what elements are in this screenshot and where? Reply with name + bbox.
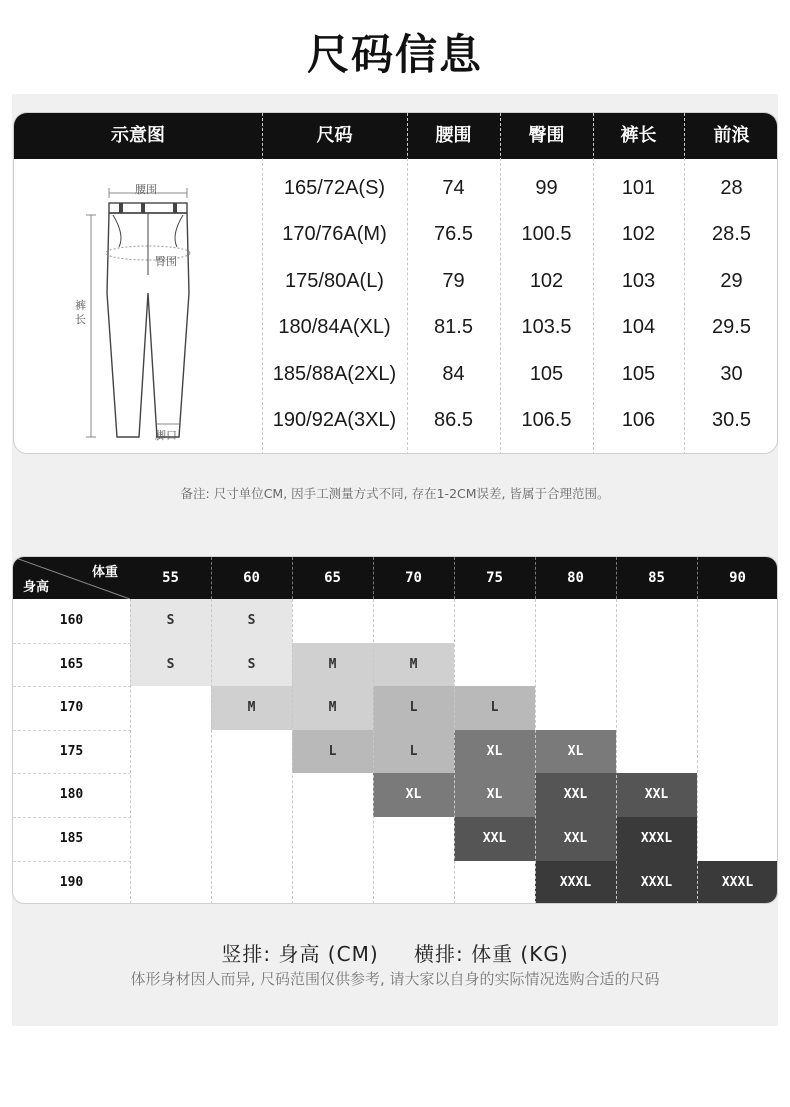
height-label: 190 bbox=[59, 874, 84, 890]
length-value: 103 bbox=[621, 269, 656, 292]
rise-value: 28 bbox=[720, 177, 743, 199]
size-value: 180/84A(XL) bbox=[278, 316, 391, 339]
weight-header-cell: 85 bbox=[648, 570, 665, 586]
grid-corner bbox=[13, 557, 130, 599]
page-title: 尺码信息 bbox=[306, 30, 483, 79]
pants-outline-icon bbox=[69, 175, 219, 445]
size-cell: XL bbox=[535, 730, 616, 774]
waist-label: 腰围 bbox=[135, 183, 157, 196]
size-cell: S bbox=[211, 599, 292, 643]
size-cell: XXL bbox=[454, 817, 535, 861]
empty-cell bbox=[454, 861, 535, 904]
empty-cell bbox=[454, 599, 535, 643]
header-divider bbox=[697, 557, 698, 599]
rise-value: 29 bbox=[720, 269, 743, 292]
size-table bbox=[13, 112, 778, 454]
hip-value: 106.5 bbox=[521, 409, 572, 431]
empty-cell bbox=[130, 730, 211, 774]
size-cell: XL bbox=[454, 773, 535, 817]
grid-header bbox=[13, 557, 777, 599]
empty-cell bbox=[211, 773, 292, 817]
size-cell: L bbox=[373, 730, 454, 774]
weight-header-cell: 60 bbox=[243, 570, 260, 586]
empty-cell bbox=[535, 686, 616, 730]
height-label: 160 bbox=[59, 613, 84, 628]
empty-cell bbox=[292, 861, 373, 904]
height-label: 165 bbox=[59, 656, 84, 672]
header-hip: 臀围 bbox=[528, 125, 565, 146]
waist-value: 74 bbox=[442, 177, 465, 199]
header-divider bbox=[211, 557, 212, 599]
rise-value: 28.5 bbox=[712, 223, 751, 246]
size-cell: S bbox=[211, 643, 292, 687]
hip-value: 100.5 bbox=[521, 223, 572, 246]
empty-cell bbox=[373, 817, 454, 861]
size-cell: M bbox=[211, 686, 292, 730]
length-value: 102 bbox=[621, 223, 656, 246]
size-cell: XXXL bbox=[697, 861, 778, 904]
column-divider bbox=[616, 599, 617, 904]
size-value: 190/92A(3XL) bbox=[272, 409, 397, 431]
empty-cell bbox=[211, 730, 292, 774]
length-label: 裤长 bbox=[75, 299, 86, 326]
rise-value: 29.5 bbox=[712, 316, 751, 339]
size-cell: XXXL bbox=[616, 861, 697, 904]
size-cell: L bbox=[373, 686, 454, 730]
empty-cell bbox=[130, 773, 211, 817]
empty-cell bbox=[373, 861, 454, 904]
empty-cell bbox=[292, 773, 373, 817]
column-divider bbox=[454, 599, 455, 904]
size-cell: L bbox=[454, 686, 535, 730]
size-value: 170/76A(M) bbox=[282, 223, 387, 246]
size-cell: XXL bbox=[616, 773, 697, 817]
size-cell: XL bbox=[454, 730, 535, 774]
measurement-note: 备注: 尺寸单位CM, 因手工测量方式不同, 存在1-2CM误差, 皆属于合理范围。 bbox=[180, 486, 610, 501]
size-cell: XXL bbox=[535, 773, 616, 817]
waist-value: 81.5 bbox=[434, 316, 473, 339]
height-label: 180 bbox=[59, 787, 84, 803]
header-size: 尺码 bbox=[316, 125, 353, 146]
length-value: 101 bbox=[621, 177, 656, 199]
size-cell: XXL bbox=[535, 817, 616, 861]
weight-header-cell: 80 bbox=[567, 570, 584, 586]
size-cell: S bbox=[130, 643, 211, 687]
legend-horizontal: 横排: 体重 (KG) bbox=[413, 942, 569, 966]
empty-cell bbox=[130, 686, 211, 730]
header-length: 裤长 bbox=[620, 125, 657, 146]
column-divider bbox=[130, 599, 131, 904]
size-value: 165/72A(S) bbox=[283, 177, 386, 199]
empty-cell bbox=[697, 817, 778, 861]
column-divider bbox=[373, 599, 374, 904]
length-value: 106 bbox=[621, 409, 656, 431]
weight-header-cell: 55 bbox=[162, 570, 179, 586]
empty-cell bbox=[292, 817, 373, 861]
hip-value: 102 bbox=[529, 269, 564, 292]
height-label: 185 bbox=[59, 831, 84, 846]
waist-value: 86.5 bbox=[434, 409, 473, 431]
size-cell: L bbox=[292, 730, 373, 774]
size-cell: M bbox=[292, 643, 373, 687]
header-divider bbox=[616, 557, 617, 599]
hip-value: 99 bbox=[535, 177, 558, 199]
height-label: 175 bbox=[59, 743, 84, 759]
size-cell: XXXL bbox=[535, 861, 616, 904]
empty-cell bbox=[292, 599, 373, 643]
empty-cell bbox=[211, 817, 292, 861]
legend-vertical: 竖排: 身高 (CM) bbox=[221, 942, 379, 966]
rise-value: 30 bbox=[720, 362, 743, 385]
header-diagram: 示意图 bbox=[111, 125, 165, 146]
axis-legend bbox=[0, 938, 790, 967]
height-label: 170 bbox=[59, 700, 84, 716]
weight-header-cell: 90 bbox=[729, 570, 746, 586]
length-value: 105 bbox=[621, 362, 656, 385]
corner-height-label: 身高 bbox=[23, 580, 50, 595]
header-divider bbox=[535, 557, 536, 599]
hem-label: 脚口 bbox=[155, 429, 177, 442]
empty-cell bbox=[616, 643, 697, 687]
empty-cell bbox=[697, 599, 778, 643]
size-table-header bbox=[14, 113, 777, 159]
size-cell: S bbox=[130, 599, 211, 643]
column-divider bbox=[535, 599, 536, 904]
empty-cell bbox=[535, 643, 616, 687]
header-rise: 前浪 bbox=[713, 125, 750, 146]
empty-cell bbox=[535, 599, 616, 643]
size-cell: XXXL bbox=[616, 817, 697, 861]
pants-diagram bbox=[69, 175, 219, 445]
header-divider bbox=[292, 557, 293, 599]
empty-cell bbox=[211, 861, 292, 904]
waist-value: 79 bbox=[442, 269, 465, 292]
size-recommendation-grid bbox=[12, 556, 778, 904]
column-divider bbox=[211, 599, 212, 904]
hip-value: 103.5 bbox=[521, 316, 572, 339]
column-divider bbox=[292, 599, 293, 904]
header-waist: 腰围 bbox=[435, 125, 472, 146]
rise-value: 30.5 bbox=[712, 409, 751, 431]
empty-cell bbox=[130, 861, 211, 904]
header-divider bbox=[454, 557, 455, 599]
empty-cell bbox=[454, 643, 535, 687]
empty-cell bbox=[373, 599, 454, 643]
empty-cell bbox=[616, 730, 697, 774]
header-divider bbox=[373, 557, 374, 599]
corner-weight-label: 体重 bbox=[91, 565, 118, 580]
size-cell: XL bbox=[373, 773, 454, 817]
length-value: 104 bbox=[621, 316, 656, 339]
weight-header-cell: 70 bbox=[405, 570, 422, 586]
size-value: 175/80A(L) bbox=[285, 269, 384, 292]
waist-value: 84 bbox=[442, 362, 465, 385]
footnote: 体形身材因人而异, 尺码范围仅供参考, 请大家以自身的实际情况选购合适的尺码 bbox=[130, 970, 660, 988]
empty-cell bbox=[697, 643, 778, 687]
empty-cell bbox=[697, 686, 778, 730]
size-cell: M bbox=[292, 686, 373, 730]
empty-cell bbox=[697, 773, 778, 817]
empty-cell bbox=[616, 599, 697, 643]
size-cell: M bbox=[373, 643, 454, 687]
empty-cell bbox=[616, 686, 697, 730]
weight-header-cell: 75 bbox=[486, 570, 503, 586]
empty-cell bbox=[697, 730, 778, 774]
hip-label: 臀围 bbox=[155, 255, 177, 268]
hip-value: 105 bbox=[529, 362, 564, 385]
waist-value: 76.5 bbox=[434, 223, 473, 246]
size-value: 185/88A(2XL) bbox=[272, 362, 397, 385]
weight-header-cell: 65 bbox=[324, 570, 341, 586]
empty-cell bbox=[130, 817, 211, 861]
column-divider bbox=[697, 599, 698, 904]
